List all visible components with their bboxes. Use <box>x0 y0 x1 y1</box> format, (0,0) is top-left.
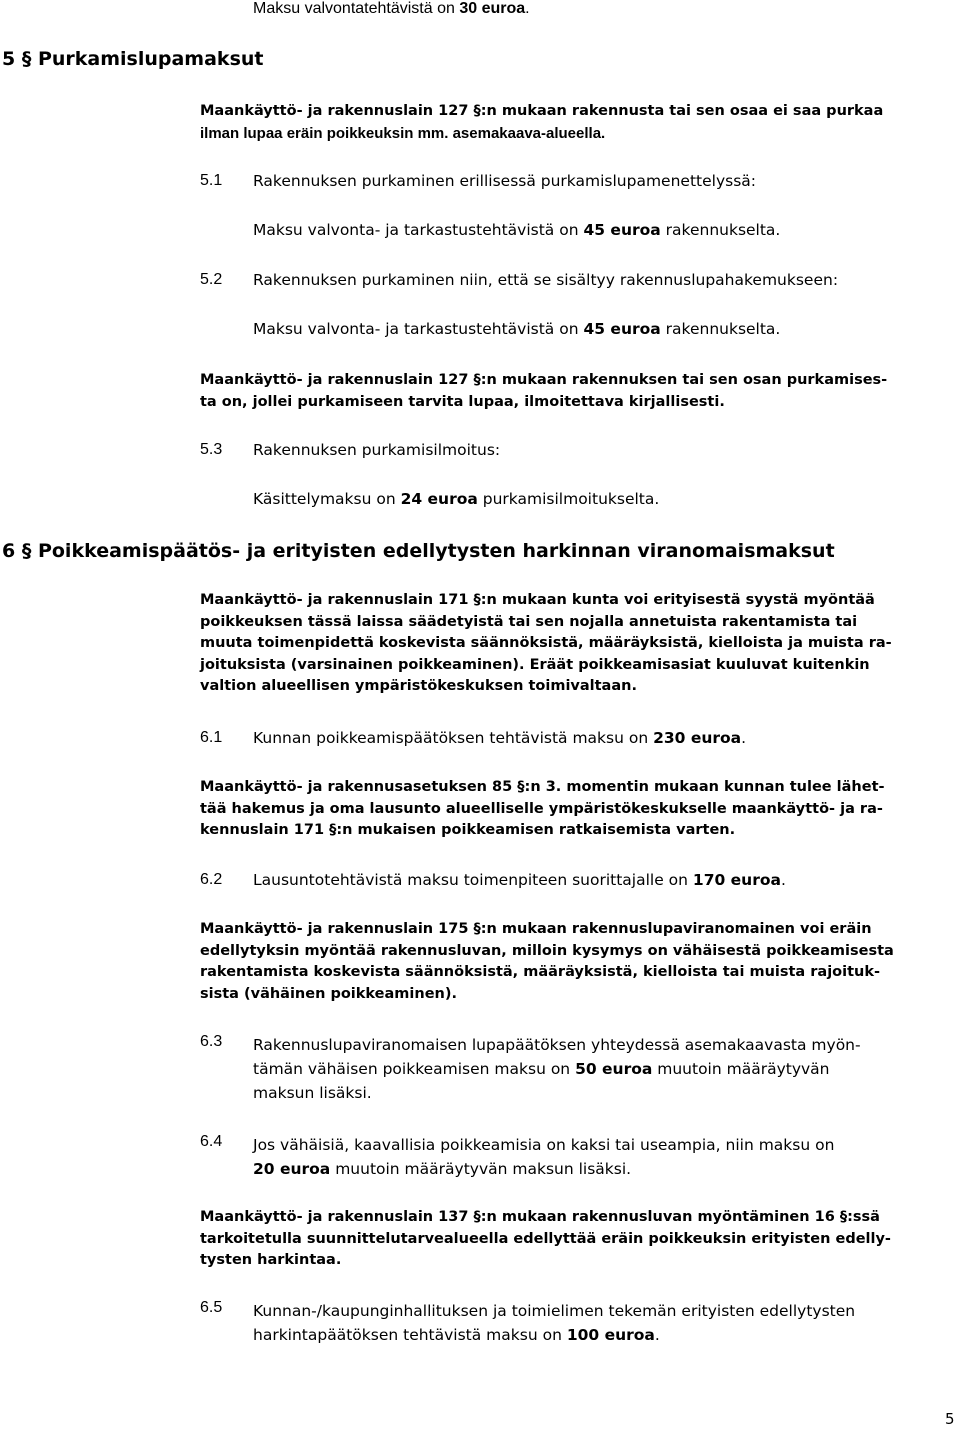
item-6-4-text <box>253 1133 834 1181</box>
note-line: kennuslain 171 §:n mukaisen poikkeamisen ratkaisemista varten. <box>200 822 736 838</box>
top-fee-line <box>253 0 530 18</box>
item-line: Rakennuslupaviranomaisen lupapäätöksen yhteydessä asemakaavasta myön- <box>253 1036 861 1054</box>
item-6-5-number: 6.5 <box>200 1299 223 1316</box>
fee-text: Lausuntotehtävistä maksu toimenpiteen suorittajalle on <box>253 871 693 889</box>
item-5-3-title: Rakennuksen purkamisilmoitus: <box>253 441 501 459</box>
fee-text: Maksu valvonta- ja tarkastustehtävistä on <box>253 320 584 338</box>
section-5-note-2 <box>200 370 887 413</box>
page-number: 5 <box>945 1410 955 1428</box>
fee-amount: 45 euroa <box>583 320 661 338</box>
note-line: Maankäyttö- ja rakennuslain 171 §:n mukaan kunta voi erityisestä syystä myöntää <box>200 592 875 608</box>
fee-text: harkintapäätöksen tehtävistä maksu on <box>253 1326 567 1344</box>
fee-suffix: . <box>780 871 786 889</box>
item-5-1-number: 5.1 <box>200 172 223 189</box>
note-line: Maankäyttö- ja rakennuslain 137 §:n mukaan rakennusluvan myöntäminen 16 §:ssä <box>200 1209 880 1225</box>
top-fee-amount: 30 euroa <box>459 0 526 17</box>
note-line: tää hakemus ja oma lausunto alueelliselle ympäristökeskukselle maankäyttö- ja ra- <box>200 800 883 817</box>
fee-suffix: purkamisilmoitukselta. <box>477 490 660 508</box>
note-line: rakentamista koskevista säännöksistä, määräyksistä, kielloista tai muista rajoituk- <box>200 964 881 980</box>
item-6-1-fee <box>253 729 746 747</box>
note-line: poikkeuksen tässä laissa säädetyistä tai sen nojalla annetuista rakentamista tai <box>200 613 858 630</box>
item-5-3-number: 5.3 <box>200 441 223 458</box>
section-6-note-2 <box>200 777 885 842</box>
item-5-2-fee <box>253 320 780 338</box>
item-line: Kunnan-/kaupunginhallituksen ja toimielimen tekemän erityisten edellytysten <box>253 1302 856 1320</box>
item-5-2-title: Rakennuksen purkaminen niin, että se sisältyy rakennuslupahakemukseen: <box>253 271 839 289</box>
note-line: ilman lupaa eräin poikkeuksin mm. asemakaava-alueella. <box>200 124 606 142</box>
fee-text: Maksu valvonta- ja tarkastustehtävistä on <box>253 221 584 239</box>
item-6-2-fee <box>253 871 786 889</box>
top-fee-suffix: . <box>525 0 530 17</box>
fee-suffix: rakennukselta. <box>660 320 781 338</box>
note-line: Maankäyttö- ja rakennusasetuksen 85 §:n 3. momentin mukaan kunnan tulee lähet- <box>200 779 885 795</box>
fee-text: Käsittelymaksu on <box>253 490 401 508</box>
fee-suffix: . <box>654 1326 660 1344</box>
section-6-note-4 <box>200 1207 891 1272</box>
note-line: muuta toimenpidettä koskevista säännöksistä, määräyksistä, kielloista ja muista ra- <box>200 635 892 651</box>
item-line <box>253 1323 855 1347</box>
fee-amount: 50 euroa <box>575 1060 653 1078</box>
item-line <box>253 1057 861 1081</box>
note-line: edellytyksin myöntää rakennusluvan, milloin kysymys on vähäisestä poikkeamisesta <box>200 942 894 959</box>
note-line: sista (vähäinen poikkeaminen). <box>200 985 457 1002</box>
item-line: maksun lisäksi. <box>253 1084 372 1102</box>
item-6-2-number: 6.2 <box>200 871 223 888</box>
fee-amount: 45 euroa <box>583 221 661 239</box>
item-line: Jos vähäisiä, kaavallisia poikkeamisia on kaksi tai useampia, niin maksu on <box>253 1136 835 1154</box>
item-line <box>253 1157 834 1181</box>
fee-suffix: . <box>741 729 747 747</box>
item-5-2-number: 5.2 <box>200 271 223 288</box>
fee-text: tämän vähäisen poikkeamisen maksu on <box>253 1060 576 1078</box>
note-line: tarkoitetulla suunnittelutarvealueella edellyttää eräin poikkeuksin erityisten edelly- <box>200 1230 891 1247</box>
item-6-4-number: 6.4 <box>200 1133 223 1150</box>
fee-amount: 230 euroa <box>653 729 742 747</box>
item-6-5-text <box>253 1299 855 1347</box>
note-line: Maankäyttö- ja rakennuslain 127 §:n mukaan rakennusta tai sen osaa ei saa purkaa <box>200 103 884 119</box>
note-line: Maankäyttö- ja rakennuslain 127 §:n mukaan rakennuksen tai sen osan purkamises- <box>200 372 888 388</box>
item-6-3-number: 6.3 <box>200 1033 223 1050</box>
note-line: Maankäyttö- ja rakennuslain 175 §:n mukaan rakennuslupaviranomainen voi eräin <box>200 921 872 937</box>
item-6-1-number: 6.1 <box>200 729 223 746</box>
fee-suffix: muutoin määräytyvän <box>652 1060 830 1078</box>
section-6-note-1 <box>200 590 892 698</box>
section-6-note-3 <box>200 919 894 1005</box>
item-6-3-text <box>253 1033 861 1105</box>
note-line: tysten harkintaa. <box>200 1252 342 1268</box>
fee-text: Kunnan poikkeamispäätöksen tehtävistä maksu on <box>253 729 654 747</box>
section-5-note-1 <box>200 101 883 144</box>
fee-suffix: rakennukselta. <box>660 221 781 239</box>
item-5-1-fee <box>253 221 780 239</box>
section-6-heading: 6 § Poikkeamispäätös- ja erityisten edellytysten harkinnan viranomaismaksut <box>2 540 835 562</box>
note-line: valtion alueellisen ympäristökeskuksen toimivaltaan. <box>200 678 637 694</box>
fee-amount: 24 euroa <box>400 490 478 508</box>
fee-amount: 170 euroa <box>692 871 781 889</box>
fee-amount: 100 euroa <box>566 1326 655 1344</box>
fee-suffix: muutoin määräytyvän maksun lisäksi. <box>330 1160 632 1178</box>
item-5-1-title: Rakennuksen purkaminen erillisessä purkamislupamenettelyssä: <box>253 172 756 190</box>
item-5-3-fee <box>253 490 659 508</box>
fee-amount: 20 euroa <box>253 1160 331 1178</box>
note-line: joituksista (varsinainen poikkeaminen). Eräät poikkeamisasiat kuuluvat kuitenkin <box>200 656 870 673</box>
top-fee-text: Maksu valvontatehtävistä on <box>253 0 460 17</box>
section-5-heading: 5 § Purkamislupamaksut <box>2 48 264 70</box>
note-line: ta on, jollei purkamiseen tarvita lupaa, ilmoitettava kirjallisesti. <box>200 393 725 410</box>
